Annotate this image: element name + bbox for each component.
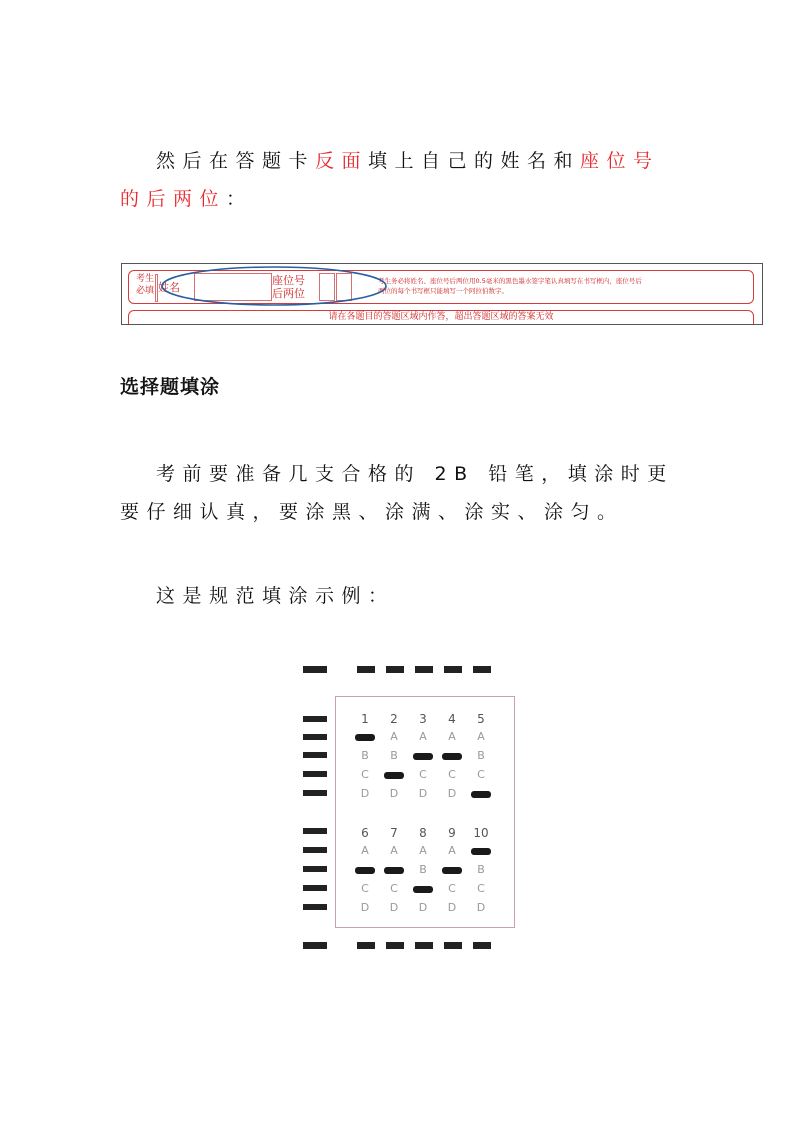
- option-bubble: D: [389, 901, 399, 914]
- timing-mark: [303, 752, 327, 758]
- option-bubble: A: [477, 730, 485, 743]
- candidate-label-1: 考生: [136, 274, 155, 284]
- option-bubble: A: [390, 730, 398, 743]
- option-bubble: D: [476, 901, 486, 914]
- timing-mark: [303, 828, 327, 834]
- timing-mark: [303, 771, 327, 777]
- option-bubble: C: [419, 768, 427, 781]
- section-heading: 选择题填涂: [120, 376, 221, 398]
- option-bubble: B: [477, 863, 485, 876]
- option-bubble: A: [448, 844, 456, 857]
- timing-mark: [386, 666, 404, 673]
- timing-mark: [444, 942, 462, 949]
- timing-mark: [357, 942, 375, 949]
- question-number: 4: [448, 712, 456, 726]
- option-bubble: A: [448, 730, 456, 743]
- highlight-ellipse: [122, 264, 762, 324]
- intro-seat-number: 座位号的后两位: [120, 150, 660, 210]
- option-bubble: C: [448, 882, 456, 895]
- timing-mark: [386, 942, 404, 949]
- intro-colon: ：: [226, 188, 253, 210]
- pencil-paragraph: [120, 455, 680, 531]
- option-bubble: D: [418, 901, 428, 914]
- example-paragraph: [120, 577, 680, 615]
- question-number: 3: [419, 712, 427, 726]
- timing-mark: [303, 866, 327, 872]
- filled-bubble: [355, 867, 375, 874]
- option-bubble: D: [447, 901, 457, 914]
- filled-bubble: [471, 791, 491, 798]
- answer-card-header-image: [121, 263, 763, 325]
- option-bubble: D: [418, 787, 428, 800]
- timing-mark: [444, 666, 462, 673]
- filled-bubble: [355, 734, 375, 741]
- filled-bubble: [413, 753, 433, 760]
- option-bubble: A: [390, 844, 398, 857]
- option-bubble: D: [360, 901, 370, 914]
- timing-mark: [303, 904, 327, 910]
- filled-bubble: [442, 753, 462, 760]
- candidate-label-2: 必填: [136, 286, 155, 296]
- intro-paragraph: [120, 142, 680, 218]
- timing-mark: [303, 885, 327, 891]
- timing-mark: [415, 942, 433, 949]
- option-bubble: B: [477, 749, 485, 762]
- question-number: 10: [473, 826, 489, 840]
- intro-text-2: 填上自己的姓名和: [368, 150, 581, 172]
- question-number: 8: [419, 826, 427, 840]
- intro-back-side: 反面: [315, 150, 369, 172]
- option-bubble: A: [419, 730, 427, 743]
- option-bubble: D: [447, 787, 457, 800]
- filled-bubble: [413, 886, 433, 893]
- question-number: 9: [448, 826, 456, 840]
- answer-sheet-example: [303, 666, 513, 956]
- notice-line-1: 考生务必将姓名、座位号后两位用0.5毫米的黑色墨水签字笔认真填写在书写框内，座位号后: [378, 277, 642, 285]
- option-bubble: B: [419, 863, 427, 876]
- timing-mark: [303, 790, 327, 796]
- name-label: 姓名: [158, 281, 180, 294]
- timing-mark: [357, 666, 375, 673]
- timing-mark: [303, 942, 327, 949]
- question-number: 2: [390, 712, 398, 726]
- timing-mark: [303, 847, 327, 853]
- filled-bubble: [471, 848, 491, 855]
- question-number: 6: [361, 826, 369, 840]
- filled-bubble: [384, 867, 404, 874]
- question-number: 7: [390, 826, 398, 840]
- option-bubble: A: [419, 844, 427, 857]
- timing-mark: [303, 716, 327, 722]
- seat-label-1: 座位号: [272, 274, 305, 287]
- example-text: 这是规范填涂示例：: [156, 585, 395, 607]
- option-bubble: C: [390, 882, 398, 895]
- option-bubble: C: [361, 768, 369, 781]
- question-number: 1: [361, 712, 369, 726]
- option-bubble: D: [360, 787, 370, 800]
- question-number: 5: [477, 712, 485, 726]
- pencil-text: 考前要准备几支合格的 2B 铅笔，填涂时更要仔细认真，要涂黑、涂满、涂实、涂匀。: [120, 463, 674, 523]
- option-bubble: B: [390, 749, 398, 762]
- timing-mark: [415, 666, 433, 673]
- timing-mark: [473, 942, 491, 949]
- timing-mark: [303, 734, 327, 740]
- timing-mark: [473, 666, 491, 673]
- seat-label-2: 后两位: [272, 287, 305, 300]
- option-bubble: C: [361, 882, 369, 895]
- option-bubble: B: [361, 749, 369, 762]
- intro-text-1: 然后在答题卡: [156, 150, 316, 172]
- option-bubble: A: [361, 844, 369, 857]
- timing-mark: [303, 666, 327, 673]
- option-bubble: C: [477, 882, 485, 895]
- filled-bubble: [442, 867, 462, 874]
- notice-line-2: 两位的每个书写框只能填写一个阿拉伯数字。: [378, 287, 508, 295]
- option-bubble: C: [448, 768, 456, 781]
- option-bubble: D: [389, 787, 399, 800]
- answer-area-notice: 请在各题目的答题区域内作答，超出答题区域的答案无效: [128, 310, 754, 325]
- filled-bubble: [384, 772, 404, 779]
- option-bubble: C: [477, 768, 485, 781]
